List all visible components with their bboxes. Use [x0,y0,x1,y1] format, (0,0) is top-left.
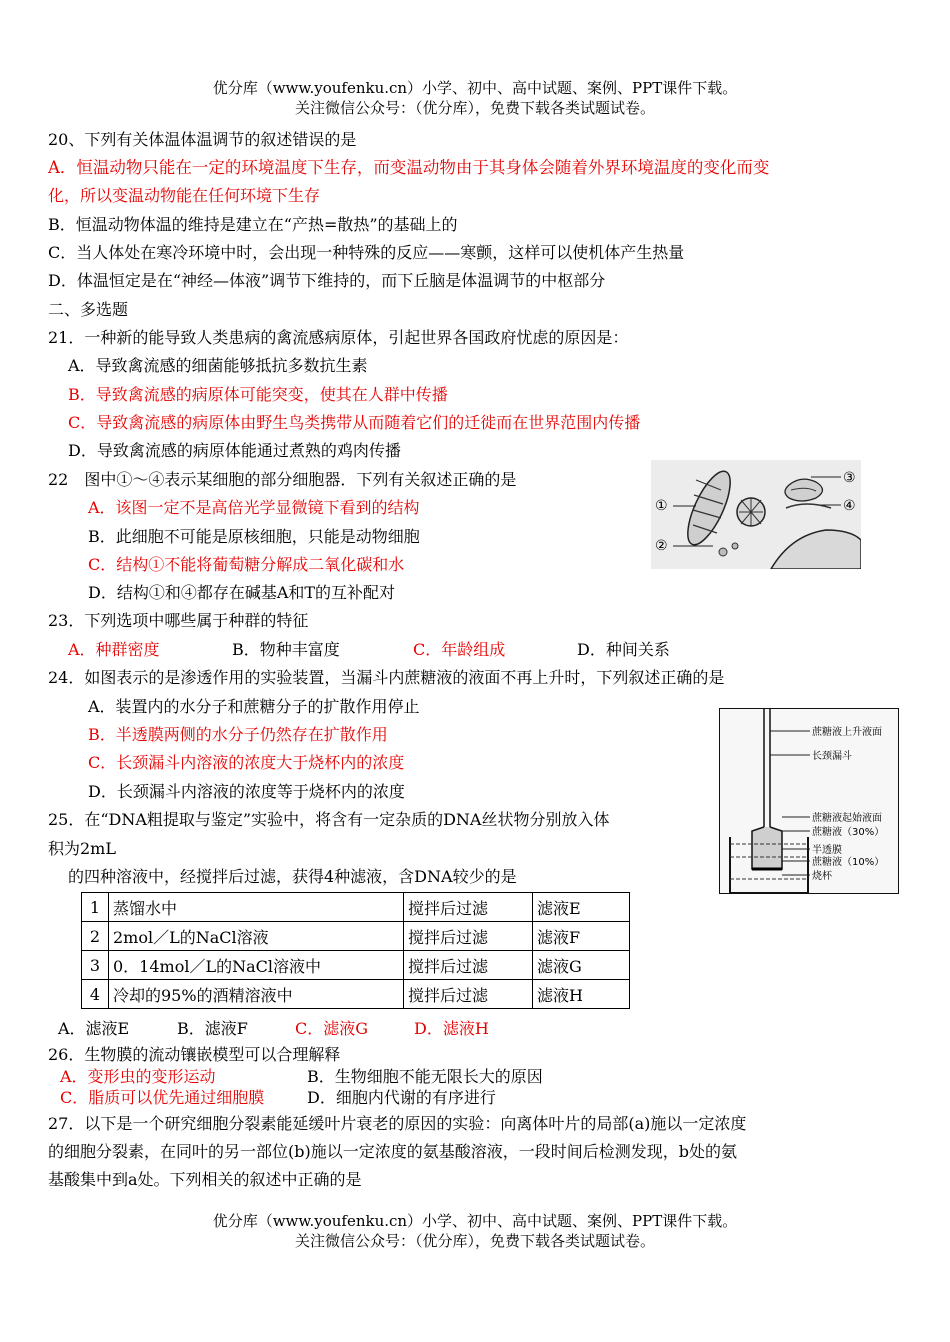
q25-table [81,892,630,1009]
osmosis-label-30: 蔗糖液（30%） [812,827,885,838]
table-cell: 2mol／L的NaCl溶液 [109,922,404,951]
q22-stem: 22 图中①～④表示某细胞的部分细胞器．下列有关叙述正确的是 [48,470,517,489]
table-row [82,893,630,922]
organelle-label-1: ① [655,498,668,514]
q21-option-b: B．导致禽流感的病原体可能突变，使其在人群中传播 [68,385,448,404]
q25-option-b: B．滤液F [177,1019,248,1038]
q26-option-b: B．生物细胞不能无限长大的原因 [307,1067,543,1086]
q20-option-a-line1: A．恒温动物只能在一定的环境温度下生存，而变温动物由于其身体会随着外界环境温度的变化而变 [48,158,770,177]
osmosis-label-rise: 蔗糖液上升液面 [812,727,882,738]
osmosis-figure [719,708,899,894]
osmosis-label-beaker: 烧杯 [812,871,832,882]
table-cell: 搅拌后过滤 [404,980,533,1009]
q21-option-c: C．导致禽流感的病原体由野生鸟类携带从而随着它们的迁徙而在世界范围内传播 [68,413,641,432]
organelle-figure [651,460,861,569]
osmosis-label-start: 蔗糖液起始液面 [812,813,882,824]
q22-option-c: C．结构①不能将葡萄糖分解成二氧化碳和水 [88,555,405,574]
q22-option-b: B．此细胞不可能是原核细胞，只能是动物细胞 [88,527,420,546]
table-cell: 4 [82,980,109,1009]
organelle-label-2: ② [655,538,668,554]
q26-stem: 26．生物膜的流动镶嵌模型可以合理解释 [48,1045,341,1064]
q20-option-c: C．当人体处在寒冷环境中时，会出现一种特殊的反应——寒颤，这样可以使机体产生热量 [48,243,685,262]
table-cell: 滤液G [533,951,630,980]
osmosis-label-membrane: 半透膜 [812,845,842,856]
q21-stem: 21．一种新的能导致人类患病的禽流感病原体，引起世界各国政府忧虑的原因是： [48,328,629,347]
q25-stem-line1: 25．在“DNA粗提取与鉴定”实验中，将含有一定杂质的DNA丝状物分别放入体 [48,810,610,829]
table-cell: 冷却的95%的酒精溶液中 [109,980,404,1009]
table-cell: 滤液F [533,922,630,951]
osmosis-label-funnel: 长颈漏斗 [812,751,852,762]
q24-stem: 24．如图表示的是渗透作用的实验装置，当漏斗内蔗糖液的液面不再上升时，下列叙述正确的是 [48,668,725,687]
organelle-label-3: ③ [843,470,856,486]
q25-stem-line2: 积为2mL [48,839,116,858]
header-line-1: 优分库（www.youfenku.cn）小学、初中、高中试题、案例、PPT课件下载。 [212,79,738,97]
osmosis-label-10: 蔗糖液（10%） [812,857,885,868]
q25-option-c: C．滤液G [295,1019,369,1038]
q23-option-b: B．物种丰富度 [232,640,340,659]
table-cell: 3 [82,951,109,980]
table-cell: 搅拌后过滤 [404,893,533,922]
q22-option-a: A．该图一定不是高倍光学显微镜下看到的结构 [88,498,420,517]
table-cell: 0．14mol／L的NaCl溶液中 [109,951,404,980]
q26-option-d: D．细胞内代谢的有序进行 [307,1088,496,1107]
funnel-shape [752,827,782,869]
q24-option-a: A．装置内的水分子和蔗糖分子的扩散作用停止 [88,697,420,716]
q27-line3: 基酸集中到a处。下列相关的叙述中正确的是 [48,1170,362,1189]
q27-line1: 27．以下是一个研究细胞分裂素能延缓叶片衰老的原因的实验：向离体叶片的局部(a)施以一定浓度 [48,1114,747,1133]
q24-option-c: C．长颈漏斗内溶液的浓度大于烧杯内的浓度 [88,753,405,772]
q22-option-d: D．结构①和④都存在碱基A和T的互补配对 [88,583,396,602]
q26-option-a: A．变形虫的变形运动 [60,1067,216,1086]
q27-line2: 的细胞分裂素，在同叶的另一部位(b)施以一定浓度的氨基酸溶液，一段时间后检测发现，b处的氨 [48,1142,737,1161]
q23-option-a: A．种群密度 [68,640,160,659]
table-cell: 滤液H [533,980,630,1009]
q25-option-a: A．滤液E [58,1019,130,1038]
table-cell: 搅拌后过滤 [404,922,533,951]
organelle-drawing [651,460,861,569]
q23-option-d: D．种间关系 [577,640,670,659]
footer-line-2: 关注微信公众号：（优分库），免费下载各类试题试卷。 [294,1232,655,1250]
section-title: 二、多选题 [48,300,129,319]
q25-stem-line3: 的四种溶液中，经搅拌后过滤，获得4种滤液，含DNA较少的是 [68,867,517,886]
q25-option-d: D．滤液H [414,1019,489,1038]
q24-option-d: D．长颈漏斗内溶液的浓度等于烧杯内的浓度 [88,782,405,801]
q20-stem: 20、下列有关体温体温调节的叙述错误的是 [48,130,357,149]
q20-option-a-line2: 化，所以变温动物能在任何环境下生存 [48,186,321,205]
q20-option-b: B．恒温动物体温的维持是建立在“产热=散热”的基础上的 [48,215,458,234]
q23-stem: 23．下列选项中哪些属于种群的特征 [48,611,309,630]
q20-option-d: D．体温恒定是在“神经—体液”调节下维持的，而下丘脑是体温调节的中枢部分 [48,271,606,290]
q21-option-d: D．导致禽流感的病原体能通过煮熟的鸡肉传播 [68,441,401,460]
table-cell: 滤液E [533,893,630,922]
organelle-label-4: ④ [843,498,856,514]
q26-option-c: C．脂质可以优先通过细胞膜 [60,1088,265,1107]
table-row [82,922,630,951]
q21-option-a: A．导致禽流感的细菌能够抵抗多数抗生素 [68,356,368,375]
table-row [82,951,630,980]
table-cell: 2 [82,922,109,951]
table-cell: 搅拌后过滤 [404,951,533,980]
footer-line-1: 优分库（www.youfenku.cn）小学、初中、高中试题、案例、PPT课件下载。 [212,1212,738,1230]
table-cell: 1 [82,893,109,922]
q23-option-c: C．年龄组成 [413,640,506,659]
table-row [82,980,630,1009]
osmosis-drawing [720,709,898,893]
header-line-2: 关注微信公众号：（优分库），免费下载各类试题试卷。 [294,99,655,117]
table-cell: 蒸馏水中 [109,893,404,922]
q24-option-b: B．半透膜两侧的水分子仍然存在扩散作用 [88,725,388,744]
